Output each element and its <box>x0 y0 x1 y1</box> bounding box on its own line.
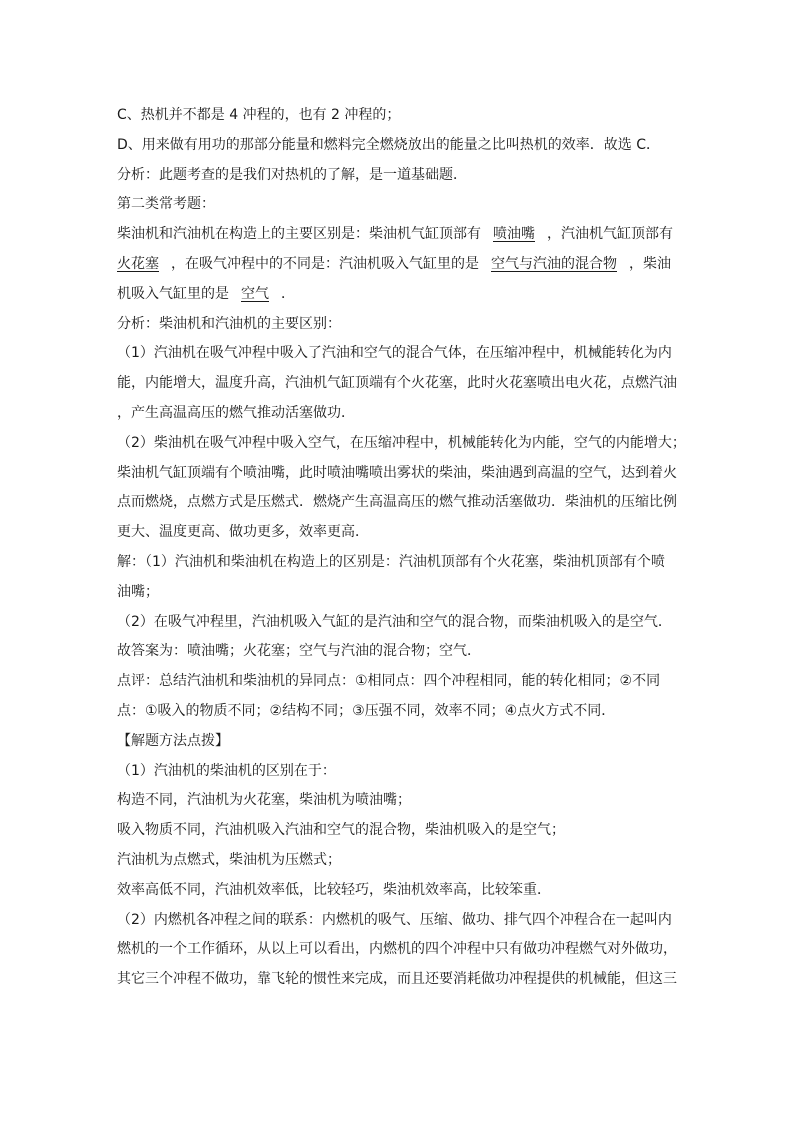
text-line: 柴油机气缸顶端有个喷油嘴，此时喷油嘴喷出雾状的柴油，柴油遇到高温的空气，达到着火 <box>117 464 677 481</box>
document-body <box>117 101 686 995</box>
answer-text: 喷油嘴 <box>493 226 535 243</box>
text-segment: ． <box>281 285 295 302</box>
answer-text: 火花塞 <box>117 255 159 272</box>
answer-text: 空气 <box>241 285 269 302</box>
text-line: 汽油机为点燃式，柴油机为压燃式； <box>117 851 341 868</box>
text-line: 油嘴； <box>117 583 159 600</box>
text-line: 吸入物质不同，汽油机吸入汽油和空气的混合物，柴油机吸入的是空气； <box>117 822 565 839</box>
answer-blank <box>481 226 547 242</box>
text-line: 分析：柴油机和汽油机的主要区别： <box>117 315 341 332</box>
answer-blank <box>117 256 171 272</box>
answer-blank <box>479 256 629 272</box>
text-line: C、热机并不都是 4 冲程的，也有 2 冲程的； <box>117 107 401 123</box>
text-line: （2）在吸气冲程里，汽油机吸入气缸的是汽油和空气的混合物，而柴油机吸入的是空气． <box>117 613 672 630</box>
text-line: 燃机的一个工作循环，从以上可以看出，内燃机的四个冲程中只有做功冲程燃气对外做功， <box>117 941 677 958</box>
text-line: 点而燃烧，点燃方式是压燃式．燃烧产生高温高压的燃气推动活塞做功．柴油机的压缩比例 <box>117 494 677 511</box>
text-line: 点评：总结汽油机和柴油机的异同点：①相同点：四个冲程相同，能的转化相同；②不同 <box>117 673 661 690</box>
text-line: 其它三个冲程不做功，靠飞轮的惯性来完成，而且还要消耗做功冲程提供的机械能，但这三 <box>117 971 677 988</box>
question-line <box>117 280 677 310</box>
question-line <box>117 250 677 280</box>
text-line: （1）汽油机的柴油机的区别在于： <box>117 762 336 779</box>
text-line: 分析：此题考查的是我们对热机的了解，是一道基础题． <box>117 166 467 183</box>
section-heading: 【解题方法点拨】 <box>117 732 229 749</box>
text-line: 效率高低不同，汽油机效率低，比较轻巧，柴油机效率高，比较笨重． <box>117 881 551 898</box>
text-line: ，产生高温高压的燃气推动活塞做功． <box>117 404 355 421</box>
text-segment: ，在吸气冲程中的不同是：汽油机吸入气缸里的是 <box>171 255 479 272</box>
text-line: D、用来做有用功的那部分能量和燃料完全燃烧放出的能量之比叫热机的效率．故选 C． <box>117 136 661 153</box>
section-heading: 第二类常考题： <box>117 196 215 213</box>
text-line: 构造不同，汽油机为火花塞，柴油机为喷油嘴； <box>117 792 411 809</box>
answer-blank <box>229 286 281 302</box>
text-line: 故答案为：喷油嘴；火花塞；空气与汽油的混合物；空气． <box>117 643 481 660</box>
text-line: （2）内燃机各冲程之间的联系：内燃机的吸气、压缩、做功、排气四个冲程合在一起叫内 <box>117 911 672 928</box>
text-line: 点：①吸入的物质不同；②结构不同；③压强不同，效率不同；④点火方式不同． <box>117 702 616 719</box>
text-line: （2）柴油机在吸气冲程中吸入空气，在压缩冲程中，机械能转化为内能，空气的内能增大； <box>117 434 686 451</box>
text-segment: 机吸入气缸里的是 <box>117 285 229 302</box>
answer-text: 空气与汽油的混合物 <box>491 255 617 272</box>
question-line <box>117 220 677 250</box>
text-segment: 柴油机和汽油机在构造上的主要区别是：柴油机气缸顶部有 <box>117 226 481 243</box>
text-segment: ，柴油 <box>629 255 671 272</box>
text-line: （1）汽油机在吸气冲程中吸入了汽油和空气的混合气体，在压缩冲程中，机械能转化为内 <box>117 345 672 362</box>
text-segment: ，汽油机气缸顶部有 <box>547 226 673 243</box>
text-line: 更大、温度更高、做功更多，效率更高． <box>117 524 369 541</box>
text-line: 解：（1）汽油机和柴油机在构造上的区别是：汽油机顶部有个火花塞，柴油机顶部有个喷 <box>117 553 665 570</box>
text-line: 能，内能增大，温度升高，汽油机气缸顶端有个火花塞，此时火花塞喷出电火花，点燃汽油 <box>117 375 677 392</box>
